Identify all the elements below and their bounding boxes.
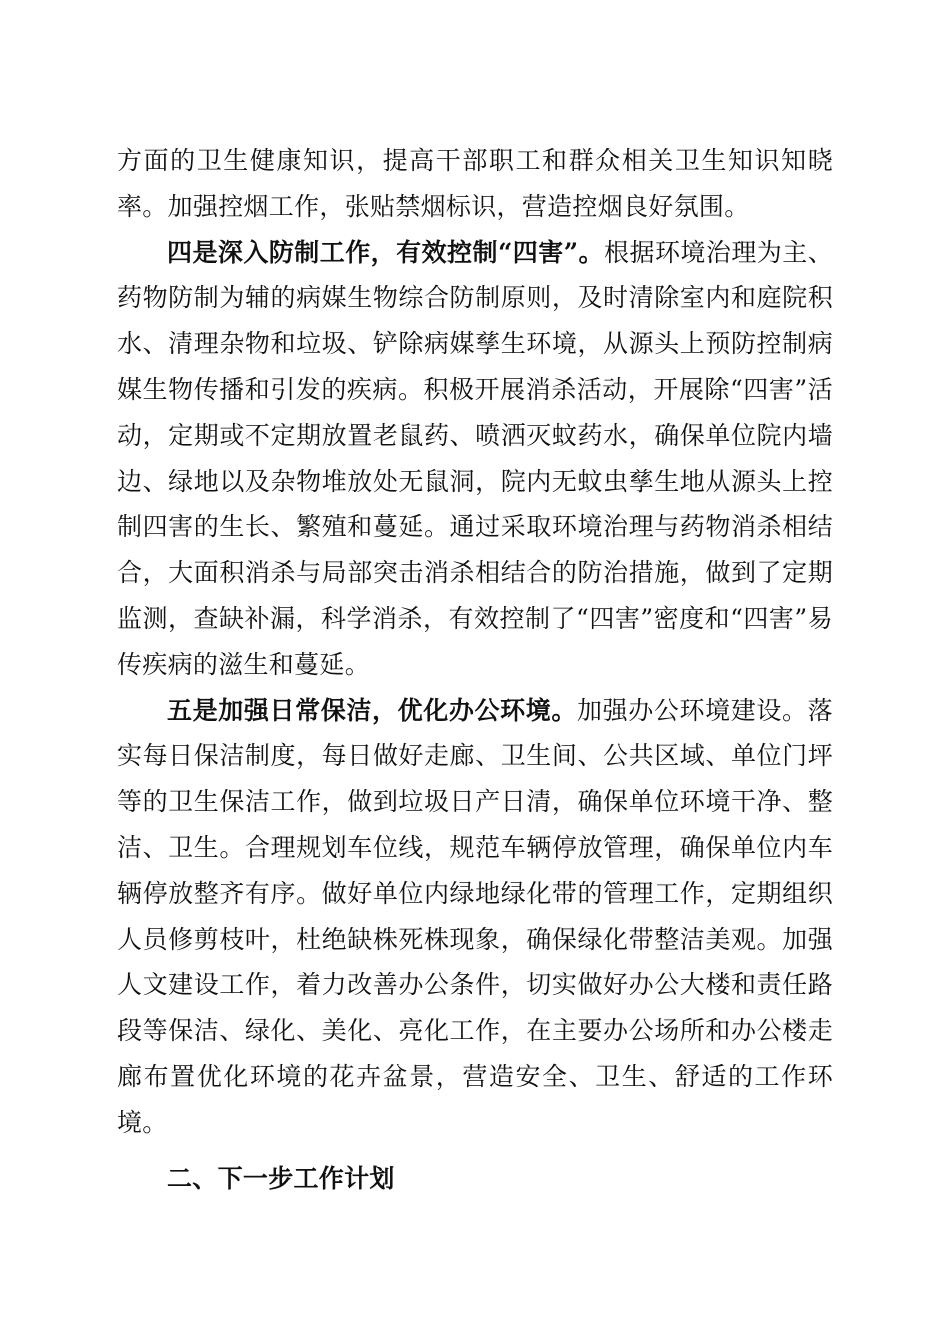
section-heading: 二、下一步工作计划 — [167, 1163, 395, 1193]
paragraph-lead: 四是深入防制工作，有效控制“四害”。 — [167, 237, 605, 267]
paragraph-text: 根据环境治理为主、药物防制为辅的病媒生物综合防制原则，及时清除室内和庭院积水、清理杂物和垃圾、铲除病媒孳生环境，从源头上预防控制病媒生物传播和引发的疾病。积极开展消杀活动，开展除“四害”活动，定期或不定期放置老鼠药、喷洒灭蚊药水，确保单位院内墙边、绿地以及杂物堆放处无鼠洞，院内无蚊虫孳生地从源头上控制四害的生长、繁殖和蔓延。通过采取环境治理与药物消杀相结合，大面积消杀与局部突击消杀相结合的防治措施，做到了定期监测，查缺补漏，科学消杀，有效控制了“四害”密度和“四害”易传疾病的滋生和蔓延。 — [117, 237, 834, 679]
paragraph-lead: 五是加强日常保洁，优化办公环境。 — [167, 695, 578, 725]
paragraph-pest-control — [117, 230, 833, 688]
paragraph-continuation — [117, 138, 833, 230]
paragraph-text: 方面的卫生健康知识，提高干部职工和群众相关卫生知识知晓率。加强控烟工作，张贴禁烟标识，营造控烟良好氛围。 — [117, 146, 833, 221]
paragraph-office-cleaning — [117, 688, 833, 1146]
paragraph-text: 加强办公环境建设。落实每日保洁制度，每日做好走廊、卫生间、公共区域、单位门坪等的卫生保洁工作，做到垃圾日产日清，确保单位环境干净、整洁、卫生。合理规划车位线，规范车辆停放管理，确保单位内车辆停放整齐有序。做好单位内绿地绿化带的管理工作，定期组织人员修剪枝叶，杜绝缺株死株现象，确保绿化带整洁美观。加强人文建设工作，着力改善办公条件，切实做好办公大楼和责任路段等保洁、绿化、美化、亮化工作，在主要办公场所和办公楼走廊布置优化环境的花卉盆景，营造安全、卫生、舒适的工作环境。 — [117, 695, 833, 1137]
document-body — [117, 138, 833, 1201]
